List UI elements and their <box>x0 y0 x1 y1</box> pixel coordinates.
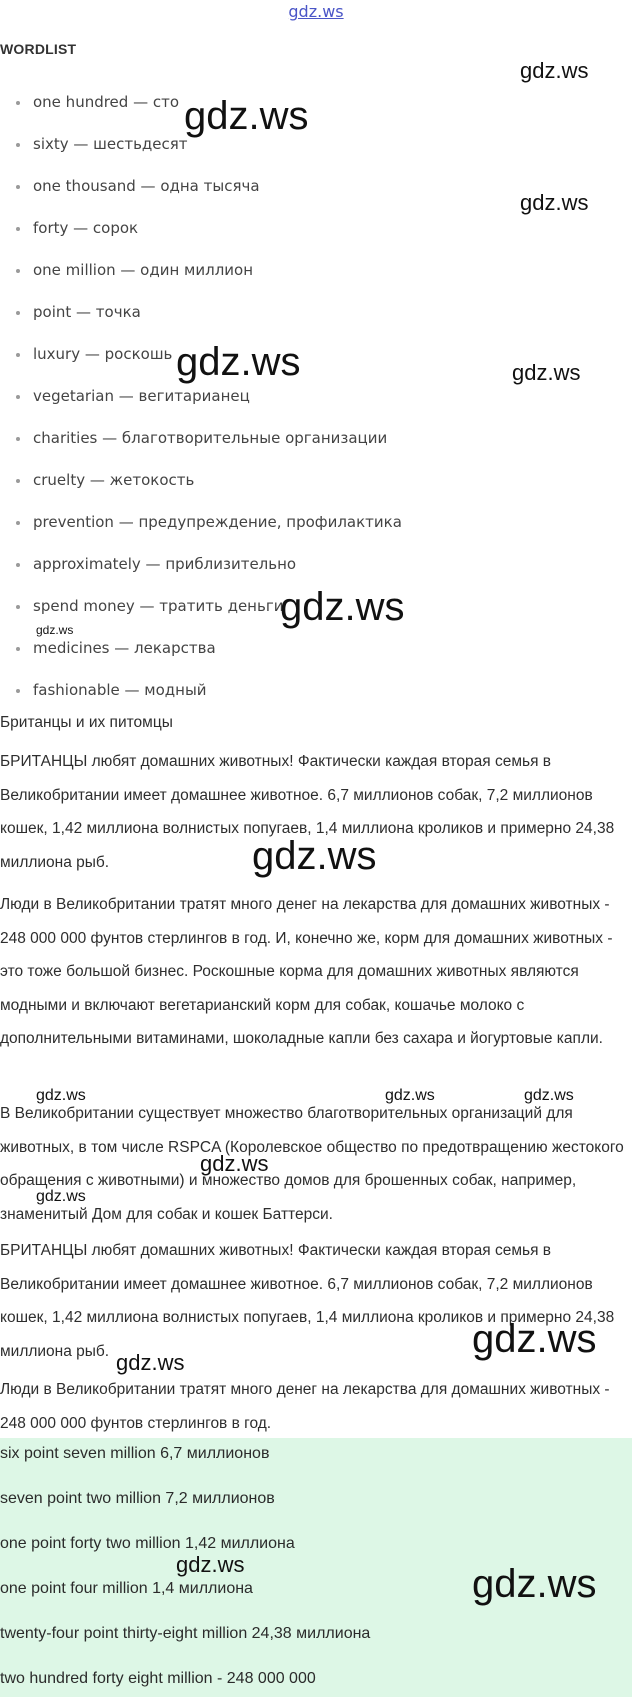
number-line: two hundred forty eight million - 248 000 000 <box>0 1670 316 1687</box>
watermark: gdz.ws <box>520 58 589 83</box>
watermark: gdz.ws <box>520 190 589 215</box>
number-line: one point forty two million 1,42 миллиона <box>0 1535 295 1552</box>
watermark: gdz.ws <box>200 1151 269 1176</box>
watermark: gdz.ws <box>36 623 74 637</box>
watermark: gdz.ws <box>472 1317 597 1361</box>
paragraph: БРИТАНЦЫ любят домашних животных! Фактически каждая вторая семья в Великобритании имеет домашнее животное. 6,7 миллионов собак, 7,2 миллионов кошек, 1,42 миллиона волнистых попугаев, 1,4 миллиона кроликов и примерно 24,38 миллиона рыб. <box>0 753 615 871</box>
number-line: seven point two million 7,2 миллионов <box>0 1490 275 1507</box>
watermark: gdz.ws <box>472 1562 597 1606</box>
bullet-icon <box>16 437 20 441</box>
bullet-icon <box>16 101 20 105</box>
watermark: gdz.ws <box>512 360 581 385</box>
number-line: twenty-four point thirty-eight million 24,38 миллиона <box>0 1625 371 1642</box>
watermark: gdz.ws <box>280 585 405 629</box>
watermark: gdz.ws <box>524 1087 574 1104</box>
top-watermark-link: gdz.ws <box>288 2 344 21</box>
bullet-icon <box>16 143 20 147</box>
paragraph: БРИТАНЦЫ любят домашних животных! Фактически каждая вторая семья в Великобритании имеет домашнее животное. 6,7 миллионов собак, 7,2 миллионов кошек, 1,42 миллиона волнистых попугаев, 1,4 миллиона кроликов и примерно 24,38 миллиона рыб. <box>0 1242 615 1360</box>
bullet-icon <box>16 395 20 399</box>
article-heading: Британцы и их питомцы <box>0 714 173 731</box>
watermark: gdz.ws <box>176 1552 245 1577</box>
watermark: gdz.ws <box>116 1350 185 1375</box>
bullet-icon <box>16 563 20 567</box>
number-line: one point four million 1,4 миллиона <box>0 1580 253 1597</box>
watermark: gdz.ws <box>252 834 377 878</box>
watermark: gdz.ws <box>36 1188 86 1205</box>
bullet-icon <box>16 311 20 315</box>
bullet-icon <box>16 185 20 189</box>
watermark: gdz.ws <box>36 1087 86 1104</box>
watermark: gdz.ws <box>385 1087 435 1104</box>
paragraph: Люди в Великобритании тратят много денег на лекарства для домашних животных - 248 000 000 фунтов стерлингов в год. И, конечно же, корм для домашних животных - это тоже большой бизнес. Роскошные корма для домашних животных являются модными и включают вегетарианский корм для собак, кошачье молоко с дополнительными витаминами, шоколадные капли без сахара и йогуртовые капли. <box>0 896 613 1047</box>
bullet-icon <box>16 353 20 357</box>
paragraph: Люди в Великобритании тратят много денег на лекарства для домашних животных - 248 000 000 фунтов стерлингов в год. <box>0 1381 610 1432</box>
paragraph: В Великобритании существует множество благотворительных организаций для животных, в том числе RSPCA (Королевское общество по предотвращению жестокого обращения с животными) и множество домов для брошенных собак, например, знаменитый Дом для собак и кошек Баттерси. <box>0 1105 624 1223</box>
bullet-icon <box>16 269 20 273</box>
bullet-icon <box>16 689 20 693</box>
watermark: gdz.ws <box>176 340 301 384</box>
bullet-icon <box>16 521 20 525</box>
watermark: gdz.ws <box>184 94 309 138</box>
wordlist-title: WORDLIST <box>0 41 77 57</box>
bullet-icon <box>16 647 20 651</box>
bullet-icon <box>16 479 20 483</box>
bullet-icon <box>16 605 20 609</box>
bullet-icon <box>16 227 20 231</box>
number-line: six point seven million 6,7 миллионов <box>0 1445 270 1462</box>
